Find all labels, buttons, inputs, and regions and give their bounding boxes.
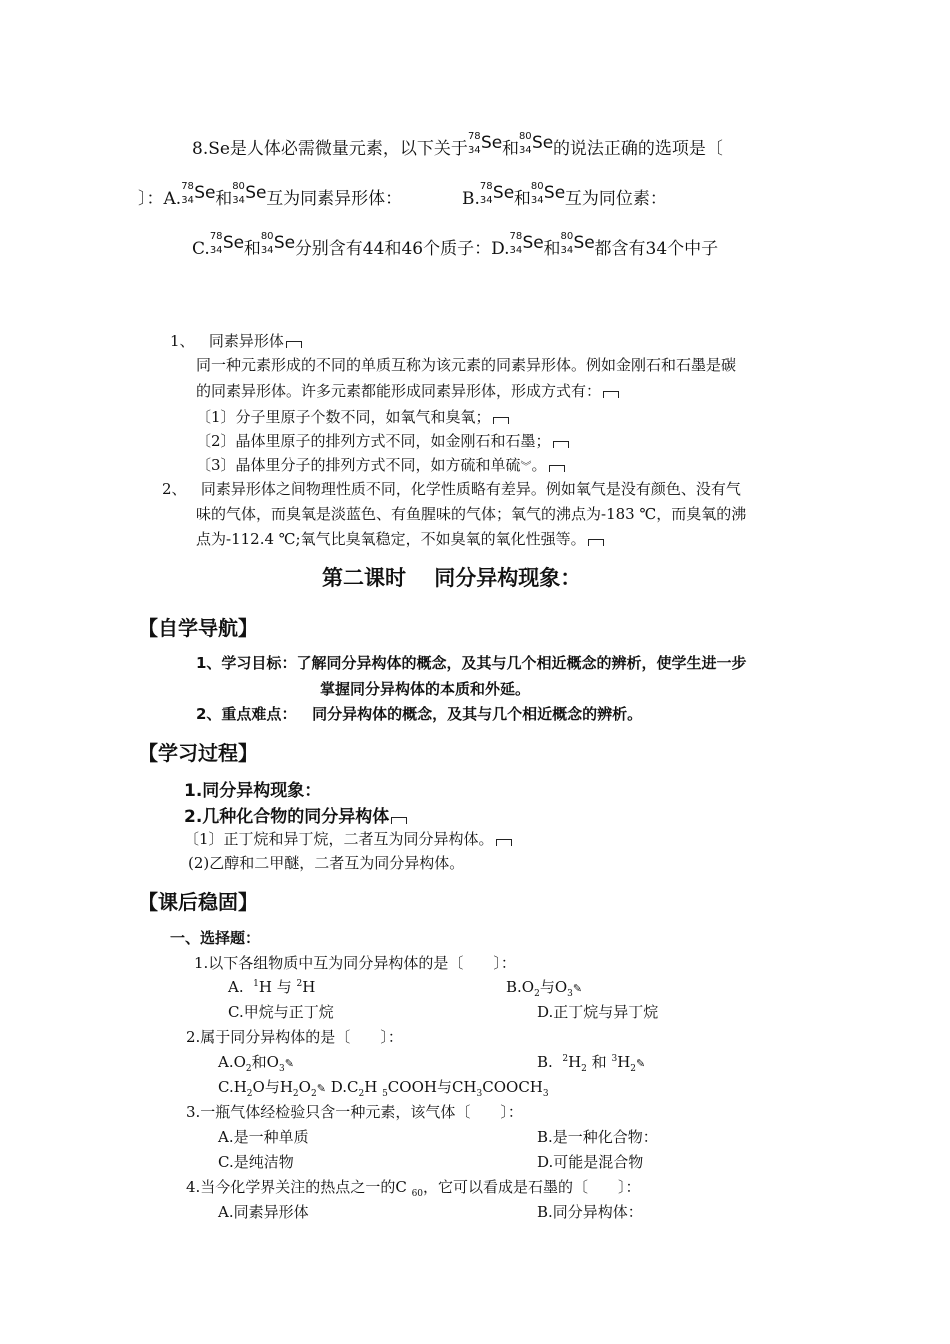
- review-section: 一、选择题：: [170, 929, 261, 947]
- q2-option-b: B. $^2H_2$ 和 $^3H_2✎$: [537, 1053, 646, 1074]
- process-item1: 1.同分异构现象：: [184, 781, 322, 801]
- learning-goal-cont: 掌握同分异构体的本质和外延。: [320, 680, 531, 698]
- q1-option-b: $B.O_2$与$O_3✎$: [506, 978, 583, 999]
- format-mark-icon: [496, 839, 512, 846]
- isotope-se80: 80 34 Se: [530, 181, 566, 206]
- format-mark-icon: [286, 341, 302, 348]
- q4-option-b: B.同分异构体：: [537, 1203, 643, 1221]
- process-header: 【学习过程】: [138, 741, 258, 765]
- q2-option-cd: $C.H_2O$与$H_2O_2✎$ $D.C_2H$ $_5$COOH与$CH_3COOCH_3$: [218, 1078, 549, 1099]
- q2-stem: 2.属于同分异构体的是〔 〕：: [186, 1028, 403, 1046]
- q8-line3: C. 78 34 Se 和 80 34 Se 分别含有44和46个质子：D. 78 34 Se 和 80 34 Se 都含有34个中子: [192, 231, 719, 259]
- wave-mark-icon: ︾: [520, 460, 532, 473]
- q3-stem: 3.一瓶气体经检验只含一种元素，该气体〔 〕：: [186, 1103, 523, 1121]
- q1-option-a: A. $^1$H 与 $^2$H: [228, 978, 316, 996]
- q1-option-c: C.甲烷与正丁烷: [228, 1003, 334, 1021]
- lesson-title: 第二课时 同分异构现象：: [322, 566, 582, 590]
- q8-lead: 8.Se是人体必需微量元素，以下关于: [192, 139, 468, 159]
- q8-option-a: 互为同素异形体：: [266, 189, 403, 209]
- self-study-header: 【自学导航】: [138, 616, 258, 640]
- wave-mark-icon: ✎: [636, 1057, 646, 1070]
- notes-item1-line1: 同一种元素形成的不同的单质互称为该元素的同素异形体。例如金刚石和石墨是碳: [196, 356, 737, 374]
- process-sub1: 〔1〕正丁烷和异丁烷，二者互为同分异构体。: [184, 828, 512, 849]
- wave-mark-icon: ✎: [316, 1082, 326, 1095]
- q2-option-a: $A.O_2$和$O_3✎$: [218, 1053, 294, 1074]
- notes-sub3: 〔3〕晶体里分子的排列方式不同，如方硫和单硫︾。: [196, 454, 565, 475]
- q8-line2: 〕：A. 78 34 Se 和 80 34 Se 互为同素异形体：: [138, 181, 403, 209]
- q3-option-c: C.是纯洁物: [218, 1153, 294, 1171]
- q1-option-d: D.正丁烷与异丁烷: [537, 1003, 659, 1021]
- notes-sub1: 〔1〕分子里原子个数不同，如氧气和臭氧；: [196, 406, 509, 427]
- isotope-se80: 80 34 Se: [260, 231, 296, 256]
- q3-option-b: B.是一种化合物：: [537, 1128, 658, 1146]
- isotope-se78: 78 34 Se: [509, 231, 544, 256]
- isotope-se78: 78 34 Se: [181, 181, 216, 206]
- q4-stem: 4.当今化学界关注的热点之一的C $_{60}$，它可以看成是石墨的〔 〕：: [186, 1178, 641, 1199]
- q4-option-a: A.同素异形体: [218, 1203, 309, 1221]
- q8-option-b: B. 78 34 Se 和 80 34 Se 互为同位素：: [462, 181, 667, 209]
- isotope-se78: 78 34 Se: [479, 181, 515, 206]
- format-mark-icon: [391, 817, 407, 824]
- format-mark-icon: [549, 465, 565, 472]
- notes-item2-line1: 2、 同素异形体之间物理性质不同，化学性质略有差异。例如氧气是没有颜色、没有气: [162, 480, 741, 498]
- q3-option-d: D.可能是混合物: [537, 1153, 644, 1171]
- q8-line1: 8.Se是人体必需微量元素，以下关于 78 34 Se 和 80 34 Se 的说法正确的选项是〔: [192, 131, 723, 159]
- q8-option-c: 分别含有44和46个质子：D.: [294, 239, 510, 259]
- review-header: 【课后稳固】: [138, 890, 258, 914]
- format-mark-icon: [493, 417, 509, 424]
- notes-sub2: 〔2〕晶体里原子的排列方式不同，如金刚石和石墨；: [196, 430, 569, 451]
- q8-option-d: 都含有34个中子: [594, 239, 719, 259]
- notes-item2-line2: 味的气体，而臭氧是淡蓝色、有鱼腥味的气体；氧气的沸点为-183 ℃，而臭氧的沸: [196, 505, 747, 523]
- notes-item1-line2: 的同素异形体。许多元素都能形成同素异形体，形成方式有：: [196, 380, 619, 401]
- q8-tail: 的说法正确的选项是〔: [552, 139, 723, 159]
- isotope-se80: 80 34 Se: [560, 231, 595, 256]
- format-mark-icon: [588, 539, 604, 546]
- learning-goal: 1、学习目标：了解同分异构体的概念，及其与几个相近概念的辨析，使学生进一步: [196, 654, 747, 672]
- isotope-se80: 80 34 Se: [232, 181, 267, 206]
- format-mark-icon: [603, 391, 619, 398]
- notes-item1-heading: 1、 同素异形体: [170, 330, 302, 351]
- wave-mark-icon: ✎: [284, 1057, 294, 1070]
- q1-stem: 1.以下各组物质中互为同分异构体的是〔 〕：: [194, 954, 516, 972]
- process-sub2: (2)乙醇和二甲醚，二者互为同分异构体。: [188, 854, 465, 872]
- isotope-se78: 78 34 Se: [467, 131, 503, 156]
- key-points: 2、重点难点： 同分异构体的概念，及其与几个相近概念的辨析。: [196, 705, 643, 723]
- wave-mark-icon: ✎: [572, 982, 583, 995]
- q3-option-a: A.是一种单质: [218, 1128, 309, 1146]
- isotope-se80: 80 34 Se: [518, 131, 554, 156]
- isotope-se78: 78 34 Se: [209, 231, 245, 256]
- process-item2: 2.几种化合物的同分异构体: [184, 802, 407, 827]
- notes-item2-line3: 点为-112.4 ℃;氧气比臭氧稳定，不如臭氧的氧化性强等。: [196, 528, 604, 549]
- format-mark-icon: [553, 441, 569, 448]
